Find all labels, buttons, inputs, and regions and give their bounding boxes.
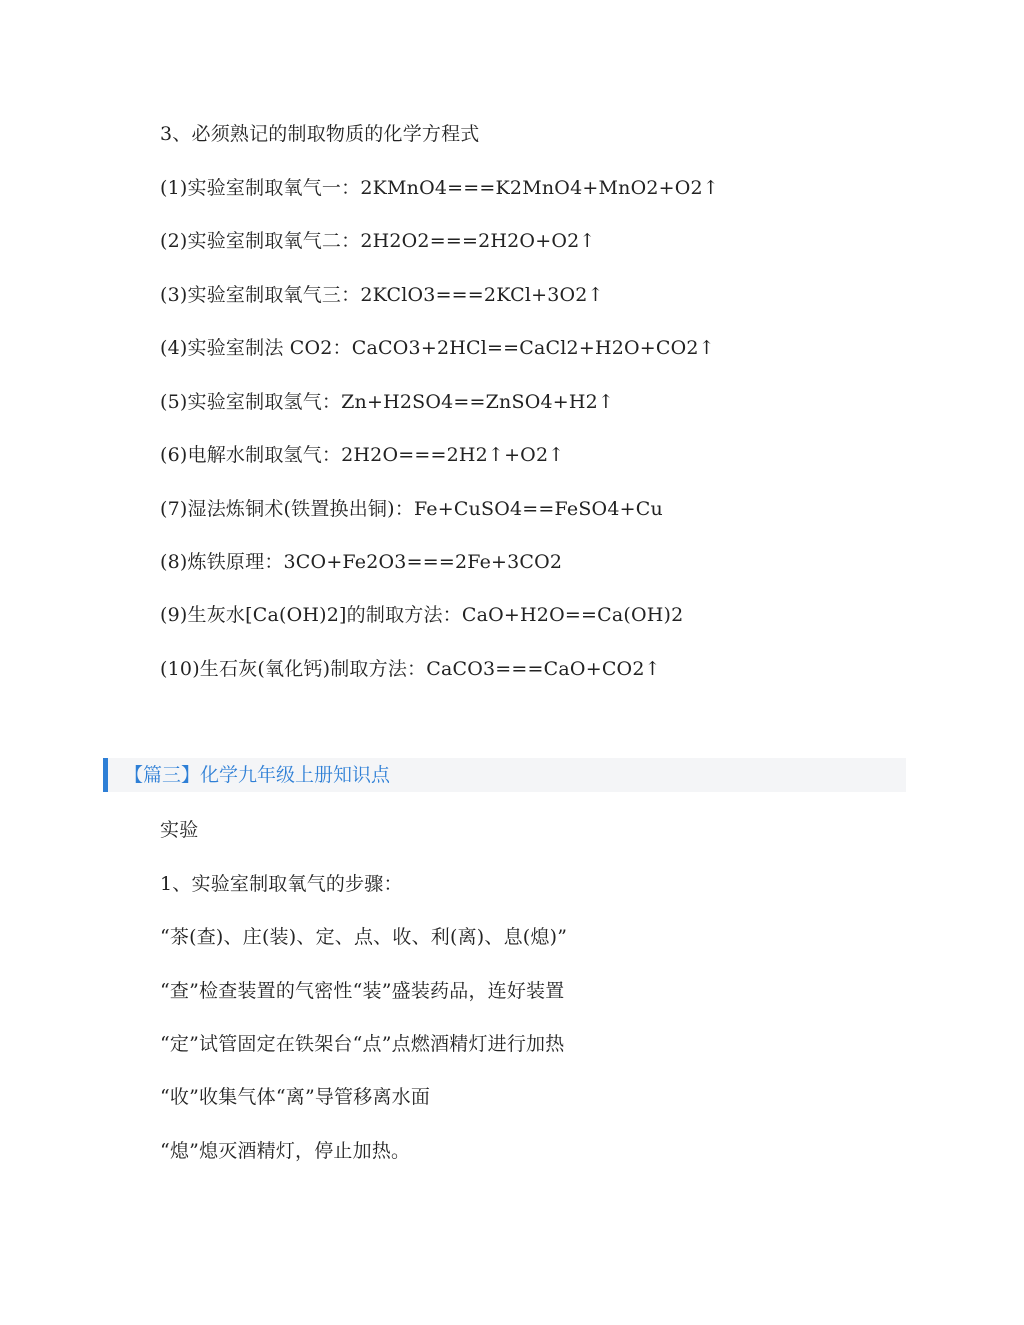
paragraph-line: 1、实验室制取氧气的步骤：	[160, 873, 403, 895]
equation-item: (8)炼铁原理：3CO+Fe2O3===2Fe+3CO2	[160, 551, 563, 573]
equation-item: (7)湿法炼铜术(铁置换出铜)：Fe+CuSO4==FeSO4+Cu	[160, 498, 663, 520]
section-header-bar	[103, 758, 906, 792]
paragraph-line: “收”收集气体“离”导管移离水面	[160, 1086, 431, 1108]
equation-item: (10)生石灰(氧化钙)制取方法：CaCO3===CaO+CO2↑	[160, 658, 661, 680]
paragraph-line: “茶(查)、庄(装)、定、点、收、利(离)、息(熄)”	[160, 926, 568, 948]
equation-item: (4)实验室制法 CO2：CaCO3+2HCl==CaCl2+H2O+CO2↑	[160, 337, 715, 359]
paragraph-line: “定”试管固定在铁架台“点”点燃酒精灯进行加热	[160, 1033, 565, 1055]
section-title: 【篇三】化学九年级上册知识点	[124, 764, 391, 786]
equation-item: (3)实验室制取氧气三：2KClO3===2KCl+3O2↑	[160, 284, 604, 306]
equation-item: (2)实验室制取氧气二：2H2O2===2H2O+O2↑	[160, 230, 596, 252]
equation-item: (9)生灰水[Ca(OH)2]的制取方法：CaO+H2O==Ca(OH)2	[160, 604, 684, 626]
equation-item: (5)实验室制取氢气：Zn+H2SO4==ZnSO4+H2↑	[160, 391, 615, 413]
subheading-experiment: 实验	[160, 819, 199, 841]
equation-item: (6)电解水制取氢气：2H2O===2H2↑+O2↑	[160, 444, 565, 466]
equation-item: (1)实验室制取氧气一：2KMnO4===K2MnO4+MnO2+O2↑	[160, 177, 719, 199]
paragraph-line: “熄”熄灭酒精灯，停止加热。	[160, 1140, 411, 1162]
paragraph-line: “查”检查装置的气密性“装”盛装药品，连好装置	[160, 980, 565, 1002]
section-heading-equations: 3、必须熟记的制取物质的化学方程式	[160, 123, 480, 145]
